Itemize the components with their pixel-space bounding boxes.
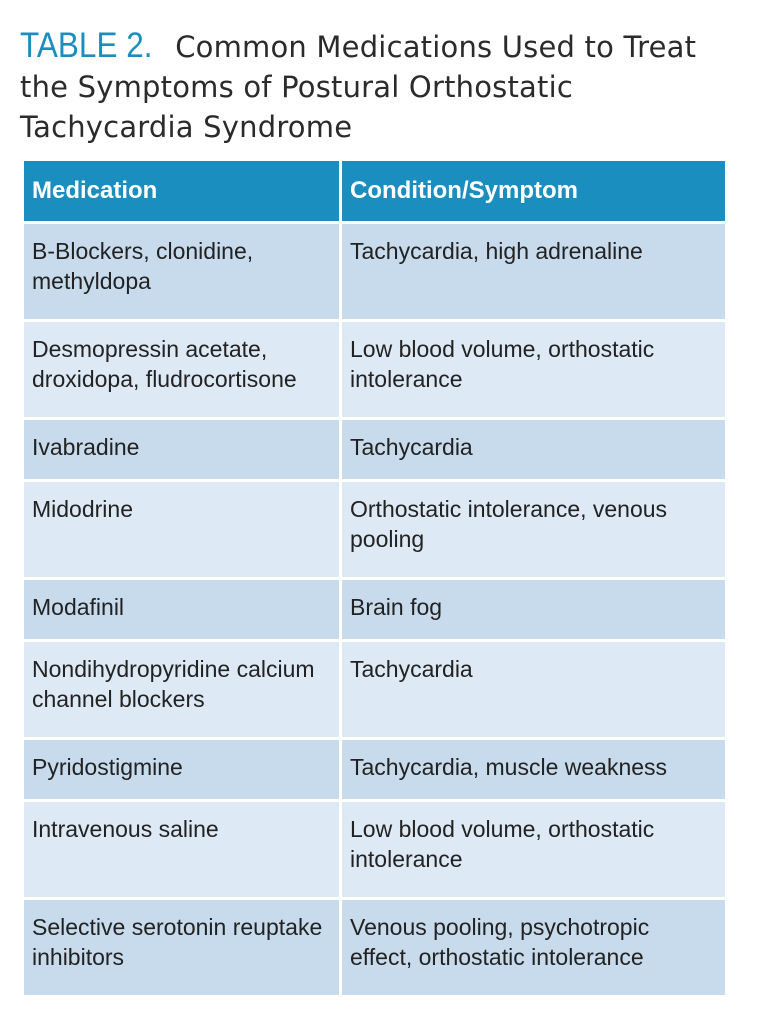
condition-symptom-cell: Low blood volume, orthostatic intolerance [339,799,725,897]
table-title [20,26,740,147]
table-row [24,319,725,417]
medication-cell: Desmopressin acetate, droxidopa, fludrocortisone [24,319,339,417]
table-row [24,577,725,639]
table-row [24,417,725,479]
medication-cell: B-Blockers, clonidine, methyldopa [24,221,339,319]
table-title-text: Common Medications Used to Treat the Symptoms of Postural Orthostatic Tachycardia Syndrome [20,30,697,144]
condition-symptom-cell: Low blood volume, orthostatic intolerance [339,319,725,417]
table-row [24,479,725,577]
table-row [24,897,725,995]
column-header-condition-symptom: Condition/Symptom [339,161,725,221]
medication-cell: Selective serotonin reuptake inhibitors [24,897,339,995]
table-number-label: TABLE 2. [20,26,153,65]
condition-symptom-cell: Tachycardia [339,639,725,737]
table-row [24,799,725,897]
medication-cell: Modafinil [24,577,339,639]
condition-symptom-cell: Brain fog [339,577,725,639]
table-row [24,737,725,799]
column-header-medication: Medication [24,161,339,221]
condition-symptom-cell: Orthostatic intolerance, venous pooling [339,479,725,577]
medications-table-container [24,161,725,995]
medication-cell: Intravenous saline [24,799,339,897]
medications-table [24,161,725,995]
table-row [24,639,725,737]
condition-symptom-cell: Tachycardia, muscle weakness [339,737,725,799]
medication-cell: Ivabradine [24,417,339,479]
table-row [24,221,725,319]
condition-symptom-cell: Venous pooling, psychotropic effect, orthostatic intolerance [339,897,725,995]
medication-cell: Pyridostigmine [24,737,339,799]
medication-cell: Nondihydropyridine calcium channel blockers [24,639,339,737]
table-header [24,161,725,221]
header-row [24,161,725,221]
table-body [24,221,725,995]
condition-symptom-cell: Tachycardia, high adrenaline [339,221,725,319]
medication-cell: Midodrine [24,479,339,577]
condition-symptom-cell: Tachycardia [339,417,725,479]
